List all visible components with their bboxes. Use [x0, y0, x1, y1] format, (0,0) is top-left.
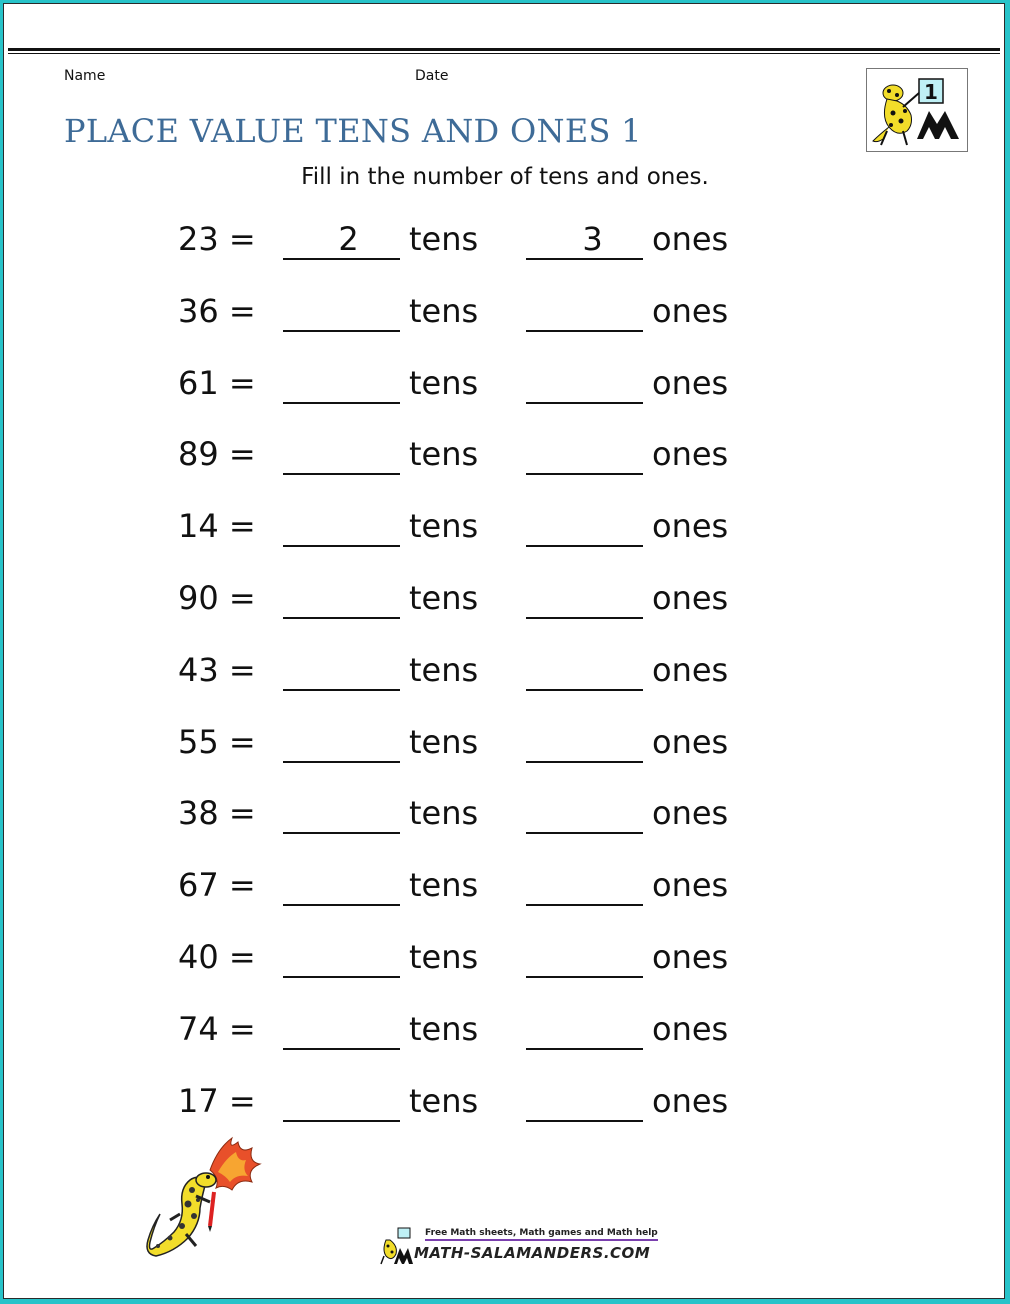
tens-label: tens — [409, 937, 479, 976]
ones-label: ones — [652, 220, 729, 258]
tens-label: tens — [409, 866, 479, 905]
ones-label: ones — [652, 507, 729, 546]
ones-label: ones — [652, 1009, 729, 1048]
problem-number: 74 = — [178, 1009, 256, 1048]
problem-row — [4, 721, 1005, 793]
ones-blank[interactable] — [526, 545, 643, 547]
problem-row — [4, 362, 1005, 434]
problem-number: 40 = — [178, 937, 256, 976]
problem-row — [4, 218, 1005, 290]
tens-blank[interactable] — [283, 258, 400, 260]
problem-number: 17 = — [178, 1081, 256, 1120]
tens-blank[interactable] — [283, 545, 400, 547]
ones-label: ones — [652, 435, 729, 474]
tens-label: tens — [409, 722, 479, 761]
ones-blank[interactable] — [526, 832, 643, 834]
problem-row — [4, 936, 1005, 1008]
tens-answer: 2 — [338, 220, 359, 258]
header-rule — [8, 48, 1000, 51]
tens-blank[interactable] — [283, 473, 400, 475]
tens-blank[interactable] — [283, 832, 400, 834]
ones-label: ones — [652, 363, 729, 402]
tens-blank[interactable] — [283, 402, 400, 404]
ones-label: ones — [652, 722, 729, 761]
problem-number: 43 = — [178, 650, 256, 689]
tens-label: tens — [409, 220, 479, 258]
problem-number: 38 = — [178, 794, 256, 833]
ones-blank[interactable] — [526, 617, 643, 619]
problem-number: 90 = — [178, 578, 256, 617]
tens-blank[interactable] — [283, 1120, 400, 1122]
tens-blank[interactable] — [283, 904, 400, 906]
tens-blank[interactable] — [283, 330, 400, 332]
footer-logo-icon — [380, 1226, 414, 1270]
ones-blank[interactable] — [526, 976, 643, 978]
problem-number: 89 = — [178, 435, 256, 474]
problem-row — [4, 505, 1005, 577]
problem-row — [4, 290, 1005, 362]
tens-blank[interactable] — [283, 1048, 400, 1050]
problem-row — [4, 649, 1005, 721]
tens-label: tens — [409, 435, 479, 474]
salamander-illustration — [140, 1130, 266, 1264]
worksheet-page — [3, 3, 1005, 1299]
ones-label: ones — [652, 578, 729, 617]
name-label: Name — [64, 68, 106, 84]
problem-row — [4, 1008, 1005, 1080]
problem-row — [4, 864, 1005, 936]
ones-blank[interactable] — [526, 904, 643, 906]
ones-blank[interactable] — [526, 761, 643, 763]
ones-label: ones — [652, 937, 729, 976]
ones-blank[interactable] — [526, 402, 643, 404]
tens-label: tens — [409, 578, 479, 617]
page-title: PLACE VALUE TENS AND ONES 1 — [64, 112, 642, 150]
tens-blank[interactable] — [283, 761, 400, 763]
header-rule-thin — [8, 53, 1000, 54]
ones-label: ones — [652, 650, 729, 689]
tens-label: tens — [409, 794, 479, 833]
footer-site-name: MATH-SALAMANDERS.COM — [414, 1244, 651, 1262]
problem-row — [4, 792, 1005, 864]
problem-number: 23 = — [178, 220, 256, 258]
ones-answer: 3 — [582, 220, 603, 258]
tens-label: tens — [409, 363, 479, 402]
problem-number: 67 = — [178, 866, 256, 905]
tens-label: tens — [409, 507, 479, 546]
tens-label: tens — [409, 291, 479, 330]
tens-label: tens — [409, 1081, 479, 1120]
problem-row — [4, 433, 1005, 505]
ones-blank[interactable] — [526, 1120, 643, 1122]
tens-blank[interactable] — [283, 617, 400, 619]
problem-list — [4, 218, 1005, 1151]
ones-blank[interactable] — [526, 689, 643, 691]
ones-blank[interactable] — [526, 473, 643, 475]
tens-label: tens — [409, 1009, 479, 1048]
ones-blank[interactable] — [526, 1048, 643, 1050]
problem-number: 55 = — [178, 722, 256, 761]
footer-tagline: Free Math sheets, Math games and Math help — [425, 1228, 658, 1241]
problem-row — [4, 577, 1005, 649]
ones-label: ones — [652, 866, 729, 905]
instructions: Fill in the number of tens and ones. — [301, 164, 709, 190]
tens-blank[interactable] — [283, 976, 400, 978]
problem-number: 36 = — [178, 291, 256, 330]
problem-number: 61 = — [178, 363, 256, 402]
ones-label: ones — [652, 291, 729, 330]
tens-label: tens — [409, 650, 479, 689]
math-salamanders-logo — [866, 68, 968, 152]
logo-badge-number: 1 — [924, 80, 938, 104]
tens-blank[interactable] — [283, 689, 400, 691]
ones-blank[interactable] — [526, 258, 643, 260]
date-label: Date — [415, 68, 449, 84]
ones-label: ones — [652, 794, 729, 833]
ones-label: ones — [652, 1081, 729, 1120]
ones-blank[interactable] — [526, 330, 643, 332]
problem-number: 14 = — [178, 507, 256, 546]
